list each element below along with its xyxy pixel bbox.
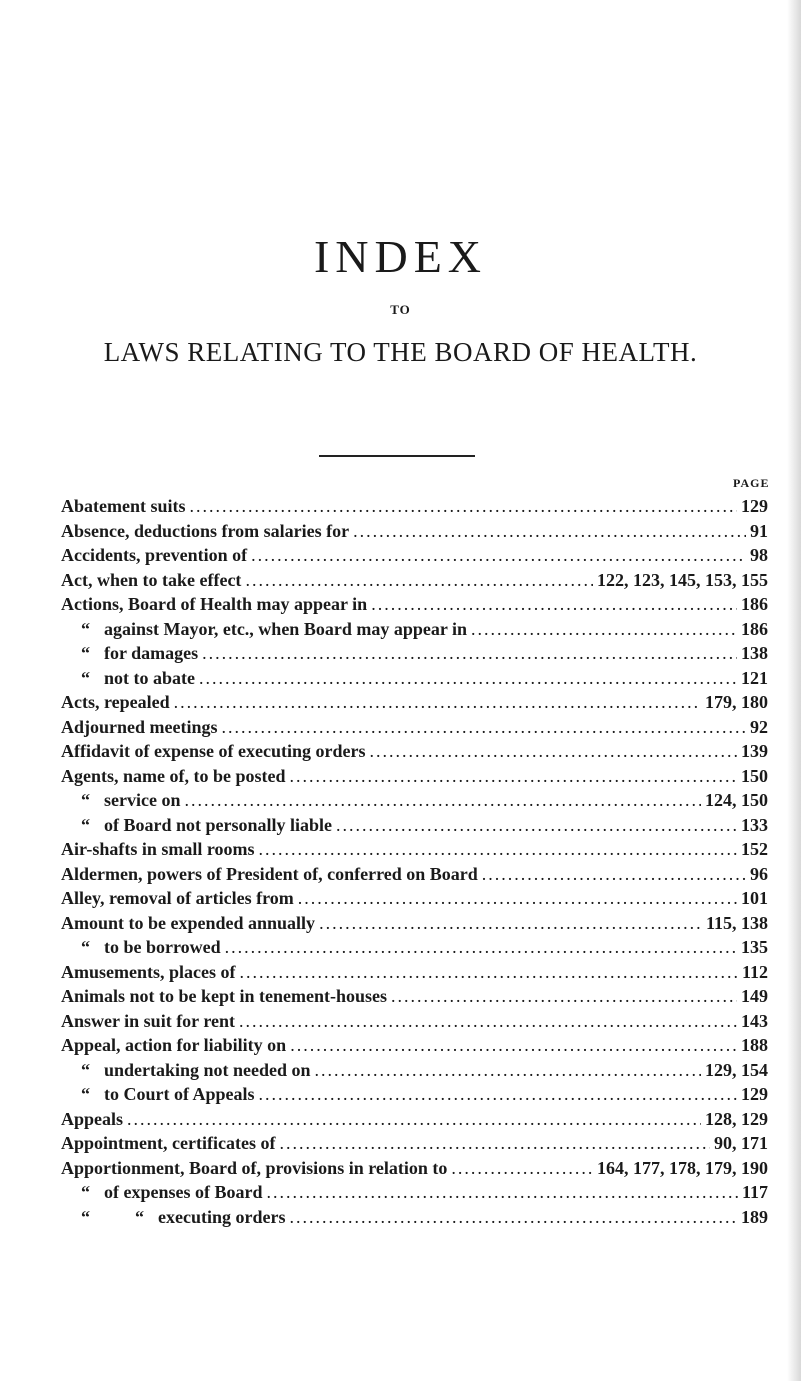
index-entry	[61, 692, 768, 717]
index-entry	[61, 815, 768, 840]
entry-text: Acts, repealed	[61, 692, 170, 712]
page-title: INDEX	[313, 231, 488, 282]
index-entry	[61, 570, 768, 595]
dot-leader	[184, 790, 701, 811]
entry-pages: 115, 138	[705, 912, 768, 933]
entry-text: Apportionment, Board of, provisions in relation to	[61, 1157, 448, 1178]
ditto-mark: “	[81, 618, 90, 639]
ditto-mark: “	[81, 1059, 90, 1080]
entry-pages: 152	[741, 839, 768, 859]
entry-text: Amusements, places of	[61, 961, 236, 982]
dot-leader	[482, 864, 746, 885]
dot-leader	[391, 986, 737, 1007]
ditto-mark: “	[81, 814, 90, 835]
entry-label	[61, 619, 467, 640]
dot-leader	[239, 1011, 737, 1032]
dot-leader	[174, 692, 701, 713]
index-entry	[61, 741, 768, 766]
entry-pages: 128, 129	[705, 1108, 768, 1129]
dot-leader	[369, 741, 737, 762]
entry-pages: 96	[750, 863, 768, 884]
index-entry	[61, 1158, 768, 1183]
entry-text: Affidavit of expense of executing orders	[61, 741, 366, 761]
index-entry	[61, 986, 768, 1011]
entry-text: undertaking not needed on	[104, 1059, 311, 1080]
entry-label	[61, 962, 235, 983]
entry-text: of Board not personally liable	[104, 814, 333, 835]
entry-label	[61, 521, 349, 542]
entry-text: Alley, removal of articles from	[61, 888, 294, 908]
index-entry	[61, 962, 768, 987]
entry-text: Adjourned meetings	[61, 716, 218, 737]
entry-label	[61, 1035, 286, 1056]
entry-label	[61, 888, 294, 909]
index-entry	[61, 1207, 768, 1232]
entry-pages: 149	[741, 986, 768, 1006]
entry-text: Amount to be expended annually	[61, 912, 316, 933]
entry-text: Aldermen, powers of President of, conferred on Board	[61, 863, 478, 884]
entry-label	[61, 594, 367, 615]
entry-label	[61, 986, 387, 1007]
title-connector: TO	[390, 302, 411, 317]
entry-label	[61, 496, 186, 517]
entry-label	[61, 717, 218, 738]
dot-leader	[279, 1133, 710, 1154]
entry-text: Air-shafts in small rooms	[61, 839, 255, 859]
entry-pages: 143	[741, 1010, 768, 1031]
index-entry	[61, 864, 768, 889]
index-entry	[61, 619, 768, 644]
ditto-mark: “	[81, 667, 90, 688]
index-entry	[61, 1084, 768, 1109]
entry-text: Abatement suits	[61, 496, 186, 516]
entry-label	[61, 643, 198, 664]
dot-leader	[259, 1084, 737, 1105]
dot-leader	[225, 937, 737, 958]
entry-pages: 117	[741, 1182, 768, 1202]
dot-leader	[190, 496, 738, 517]
entry-text: Appeal, action for liability on	[61, 1035, 287, 1055]
entry-label	[61, 1060, 311, 1081]
entry-pages: 164, 177, 178, 179, 190	[597, 1157, 768, 1178]
entry-label	[61, 545, 247, 566]
index-entry	[61, 717, 768, 742]
entry-text: for damages	[104, 643, 199, 663]
entry-label	[61, 1182, 263, 1203]
page-edge	[787, 0, 801, 1381]
entry-text: to Court of Appeals	[104, 1084, 255, 1104]
dot-leader	[289, 1207, 737, 1228]
index-entries	[61, 496, 768, 1231]
entry-pages: 135	[741, 937, 768, 957]
page-subtitle: LAWS RELATING TO THE BOARD OF HEALTH.	[103, 337, 698, 367]
entry-pages: 129, 154	[705, 1059, 768, 1080]
entry-text: against Mayor, etc., when Board may appear in	[104, 618, 468, 639]
entry-pages: 129	[741, 1084, 768, 1104]
entry-pages: 188	[741, 1035, 768, 1055]
ditto-mark: “	[81, 1084, 90, 1104]
ditto-mark: “ “	[81, 1206, 144, 1227]
ditto-mark: “	[81, 790, 90, 810]
entry-pages: 179, 180	[705, 692, 768, 712]
entry-text: Agents, name of, to be posted	[61, 765, 286, 786]
entry-pages: 133	[741, 814, 768, 835]
entry-text: Appointment, certificates of	[61, 1133, 276, 1153]
entry-label	[61, 741, 365, 762]
title-rule	[319, 455, 475, 457]
entry-label	[61, 1158, 447, 1179]
index-entry	[61, 766, 768, 791]
entry-label	[61, 1011, 235, 1032]
entry-text: service on	[104, 790, 181, 810]
entry-pages: 122, 123, 145, 153, 155	[597, 569, 768, 590]
dot-leader	[259, 839, 738, 860]
index-entry	[61, 1109, 768, 1134]
entry-text: of expenses of Board	[104, 1182, 263, 1202]
entry-pages: 101	[741, 888, 768, 908]
dot-leader	[127, 1109, 701, 1130]
index-entry	[61, 790, 768, 815]
entry-pages: 112	[741, 961, 768, 982]
dot-leader	[471, 619, 737, 640]
entry-pages: 186	[741, 594, 768, 614]
dot-leader	[251, 545, 746, 566]
entry-label	[61, 766, 286, 787]
entry-text: Answer in suit for rent	[61, 1010, 236, 1031]
dot-leader	[298, 888, 737, 909]
index-entry	[61, 668, 768, 693]
entry-pages: 90, 171	[714, 1133, 768, 1153]
dot-leader	[315, 1060, 701, 1081]
entry-text: Animals not to be kept in tenement-houses	[61, 986, 388, 1006]
dot-leader	[336, 815, 737, 836]
index-entry	[61, 1035, 768, 1060]
index-entry	[61, 1060, 768, 1085]
entry-label	[61, 913, 315, 934]
dot-leader	[222, 717, 747, 738]
entry-text: to be borrowed	[104, 937, 221, 957]
index-entry	[61, 594, 768, 619]
index-entry	[61, 521, 768, 546]
entry-pages: 129	[741, 496, 768, 516]
dot-leader	[371, 594, 737, 615]
ditto-mark: “	[81, 1182, 90, 1202]
index-entry	[61, 888, 768, 913]
entry-label	[61, 864, 478, 885]
entry-text: Absence, deductions from salaries for	[61, 520, 350, 541]
entry-text: Appeals	[61, 1108, 124, 1129]
entry-text: Act, when to take effect	[61, 569, 242, 590]
entry-pages: 91	[750, 520, 768, 541]
entry-pages: 138	[741, 643, 768, 663]
entry-text: executing orders	[158, 1206, 286, 1227]
entry-pages: 121	[741, 667, 768, 688]
dot-leader	[267, 1182, 738, 1203]
entry-text: Accidents, prevention of	[61, 545, 248, 565]
entry-label	[61, 937, 221, 958]
index-entry	[61, 1133, 768, 1158]
page-column-label: PAGE	[733, 476, 770, 490]
index-entry	[61, 913, 768, 938]
ditto-mark: “	[81, 643, 90, 663]
entry-label	[61, 1133, 275, 1154]
entry-text: Actions, Board of Health may appear in	[61, 594, 368, 614]
index-entry	[61, 1011, 768, 1036]
entry-pages: 186	[741, 618, 768, 639]
entry-label	[61, 668, 195, 689]
dot-leader	[353, 521, 746, 542]
entry-pages: 98	[750, 545, 768, 565]
entry-pages: 139	[741, 741, 768, 761]
entry-label	[61, 815, 332, 836]
entry-text: not to abate	[104, 667, 195, 688]
dot-leader	[290, 766, 738, 787]
entry-label	[61, 570, 241, 591]
entry-label	[61, 790, 180, 811]
dot-leader	[245, 570, 593, 591]
dot-leader	[451, 1158, 593, 1179]
entry-label	[61, 1207, 285, 1228]
index-entry	[61, 496, 768, 521]
entry-label	[61, 692, 170, 713]
dot-leader	[319, 913, 702, 934]
dot-leader	[290, 1035, 737, 1056]
index-entry	[61, 545, 768, 570]
entry-label	[61, 839, 255, 860]
dot-leader	[239, 962, 738, 983]
entry-pages: 92	[750, 716, 768, 737]
entry-label	[61, 1109, 123, 1130]
index-entry	[61, 839, 768, 864]
entry-pages: 150	[741, 765, 768, 786]
index-entry	[61, 937, 768, 962]
entry-label	[61, 1084, 255, 1105]
index-entry	[61, 1182, 768, 1207]
dot-leader	[199, 668, 737, 689]
entry-pages: 189	[741, 1206, 768, 1227]
entry-pages: 124, 150	[705, 790, 768, 810]
dot-leader	[202, 643, 737, 664]
ditto-mark: “	[81, 937, 90, 957]
index-entry	[61, 643, 768, 668]
